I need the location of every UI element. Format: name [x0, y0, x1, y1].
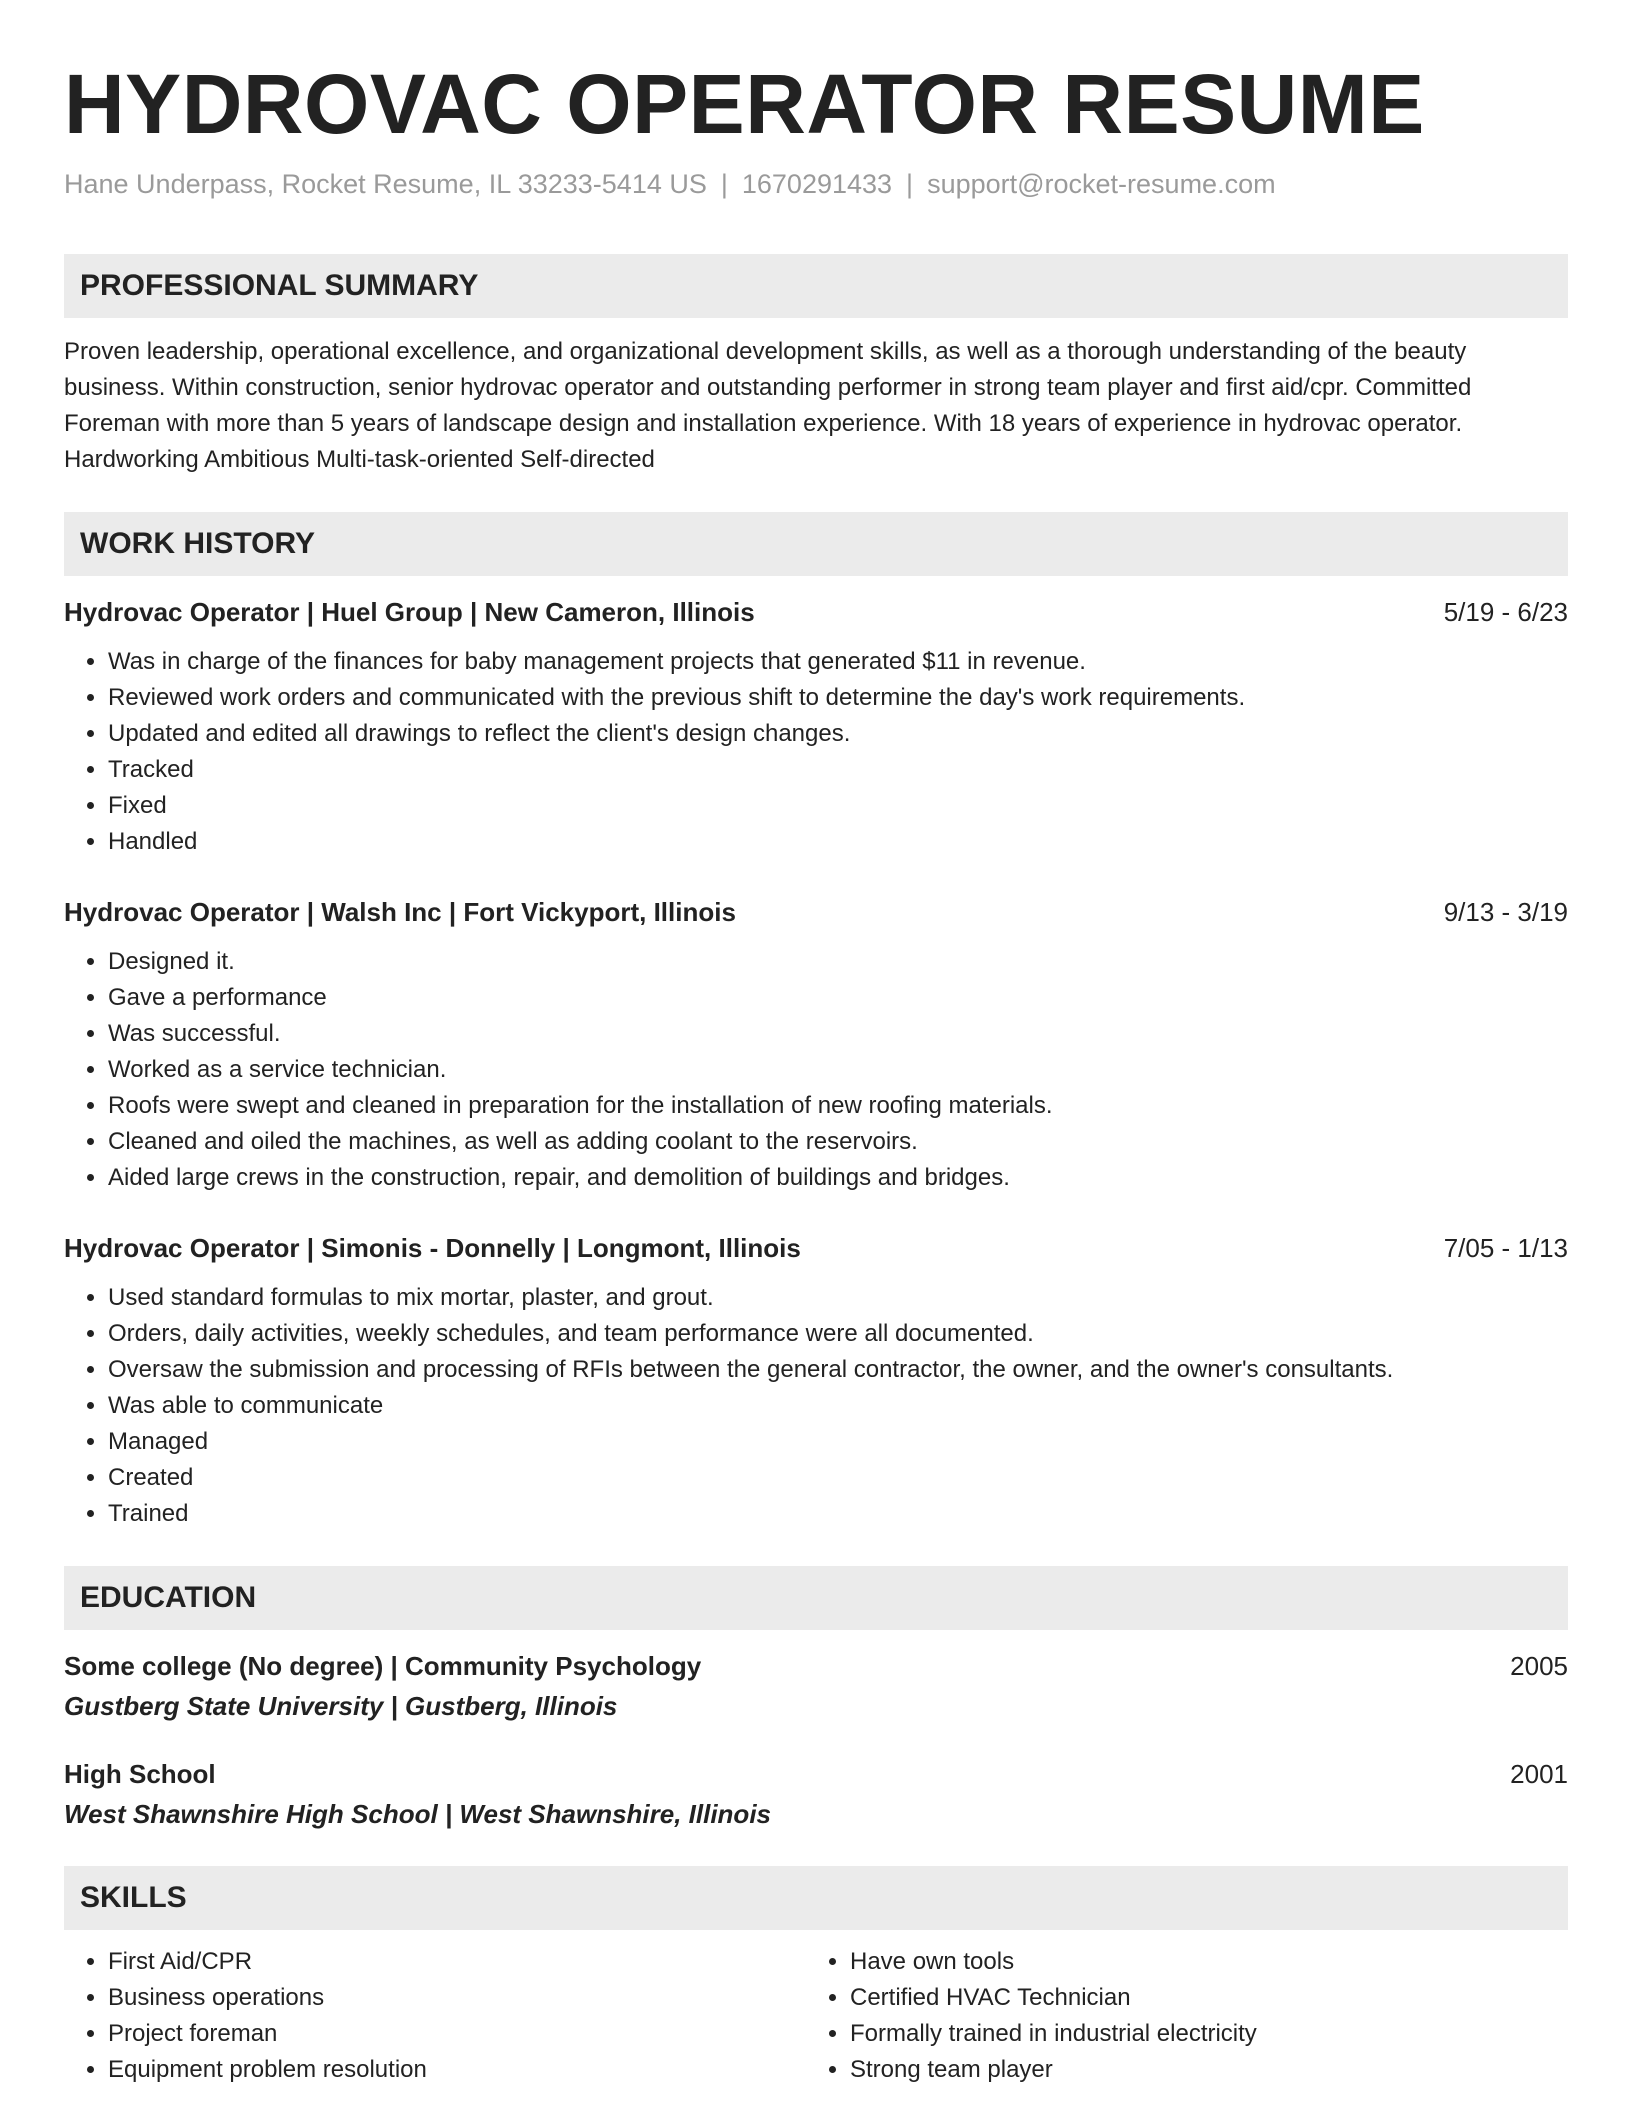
education-school: Gustberg State University | Gustberg, Illinois [64, 1691, 618, 1721]
education-year: 2001 [1510, 1759, 1568, 1789]
education-year: 2005 [1510, 1651, 1568, 1681]
skills-list [64, 1944, 1568, 2088]
work-heading: WORK HISTORY [80, 527, 316, 560]
resume-title: HYDROVAC OPERATOR RESUME [64, 57, 1425, 151]
job-bullet: • Updated and edited all drawings to reflect the client's design changes. [108, 716, 1568, 752]
skill-item: • Business operations [108, 1980, 806, 2016]
job-bullet: • Orders, daily activities, weekly schedules, and team performance were all documented. [108, 1316, 1568, 1352]
skills-heading: SKILLS [80, 1881, 187, 1914]
education-degree: High School [64, 1759, 216, 1789]
job-dates: 9/13 - 3/19 [1443, 897, 1568, 927]
job-bullet: • Gave a performance [108, 980, 1568, 1016]
skills-section-header [64, 1866, 1568, 1930]
job-bullet: • Tracked [108, 752, 1568, 788]
skill-item: • Have own tools [850, 1944, 1548, 1980]
contact-separator: | [720, 169, 728, 199]
education-heading: EDUCATION [80, 1581, 257, 1614]
skills-column-left [64, 1944, 806, 2088]
job-entry [64, 1230, 1568, 1532]
contact-address: Hane Underpass, Rocket Resume, IL 33233-5414 US [64, 169, 707, 199]
summary-section-header [64, 254, 1568, 318]
skill-item: • Project foreman [108, 2016, 806, 2052]
job-bullet: • Trained [108, 1496, 1568, 1532]
job-dates: 7/05 - 1/13 [1443, 1233, 1568, 1263]
skill-item: • Equipment problem resolution [108, 2052, 806, 2088]
job-bullet: • Roofs were swept and cleaned in preparation for the installation of new roofing materials. [108, 1088, 1568, 1124]
contact-line [64, 166, 1568, 202]
job-bullet: • Aided large crews in the construction, repair, and demolition of buildings and bridges. [108, 1160, 1568, 1196]
skill-item: • Formally trained in industrial electricity [850, 2016, 1548, 2052]
job-bullet: • Worked as a service technician. [108, 1052, 1568, 1088]
summary-text: Proven leadership, operational excellence, and organizational development skills, as well as a thorough understanding of the beauty business. Within construction, senior hydrovac operator and outstanding performer in strong team player and first aid/cpr. Committed Foreman with more than 5 years of landscape design and installation experience. With 18 years of experience in hydrovac operator. Hardworking Ambitious Multi-task-oriented Self-directed [64, 338, 1472, 473]
job-bullets [64, 944, 1568, 1196]
job-bullet: • Used standard formulas to mix mortar, plaster, and grout. [108, 1280, 1568, 1316]
job-bullet: • Fixed [108, 788, 1568, 824]
job-title: Hydrovac Operator | Walsh Inc | Fort Vickyport, Illinois [64, 897, 736, 927]
job-bullet: • Handled [108, 824, 1568, 860]
job-bullets [64, 644, 1568, 860]
job-title: Hydrovac Operator | Simonis - Donnelly | Longmont, Illinois [64, 1233, 801, 1263]
education-section-header [64, 1566, 1568, 1630]
job-bullet: • Was in charge of the finances for baby management projects that generated $11 in revenue. [108, 644, 1568, 680]
job-title: Hydrovac Operator | Huel Group | New Cameron, Illinois [64, 597, 755, 627]
education-degree: Some college (No degree) | Community Psychology [64, 1651, 702, 1681]
job-bullet: • Managed [108, 1424, 1568, 1460]
contact-email: support@rocket-resume.com [927, 169, 1276, 199]
job-bullet: • Was able to communicate [108, 1388, 1568, 1424]
skill-item: • Certified HVAC Technician [850, 1980, 1548, 2016]
skill-item: • First Aid/CPR [108, 1944, 806, 1980]
job-dates: 5/19 - 6/23 [1443, 597, 1568, 627]
work-section-header [64, 512, 1568, 576]
job-bullet: • Designed it. [108, 944, 1568, 980]
education-entry [64, 1648, 1568, 1724]
skills-column-right [806, 1944, 1548, 2088]
education-school: West Shawnshire High School | West Shawnshire, Illinois [64, 1799, 772, 1829]
job-bullet: • Cleaned and oiled the machines, as well as adding coolant to the reservoirs. [108, 1124, 1568, 1160]
job-bullets [64, 1280, 1568, 1532]
job-bullet: • Oversaw the submission and processing of RFIs between the general contractor, the owner, and the owner's consultants. [108, 1352, 1568, 1388]
job-entry [64, 594, 1568, 860]
job-bullet: • Was successful. [108, 1016, 1568, 1052]
job-bullet: • Created [108, 1460, 1568, 1496]
job-entry [64, 894, 1568, 1196]
contact-separator: | [906, 169, 914, 199]
education-entry [64, 1756, 1568, 1832]
contact-phone: 1670291433 [741, 169, 893, 199]
skill-item: • Strong team player [850, 2052, 1548, 2088]
summary-heading: PROFESSIONAL SUMMARY [80, 269, 479, 302]
job-bullet: • Reviewed work orders and communicated with the previous shift to determine the day's work requirements. [108, 680, 1568, 716]
